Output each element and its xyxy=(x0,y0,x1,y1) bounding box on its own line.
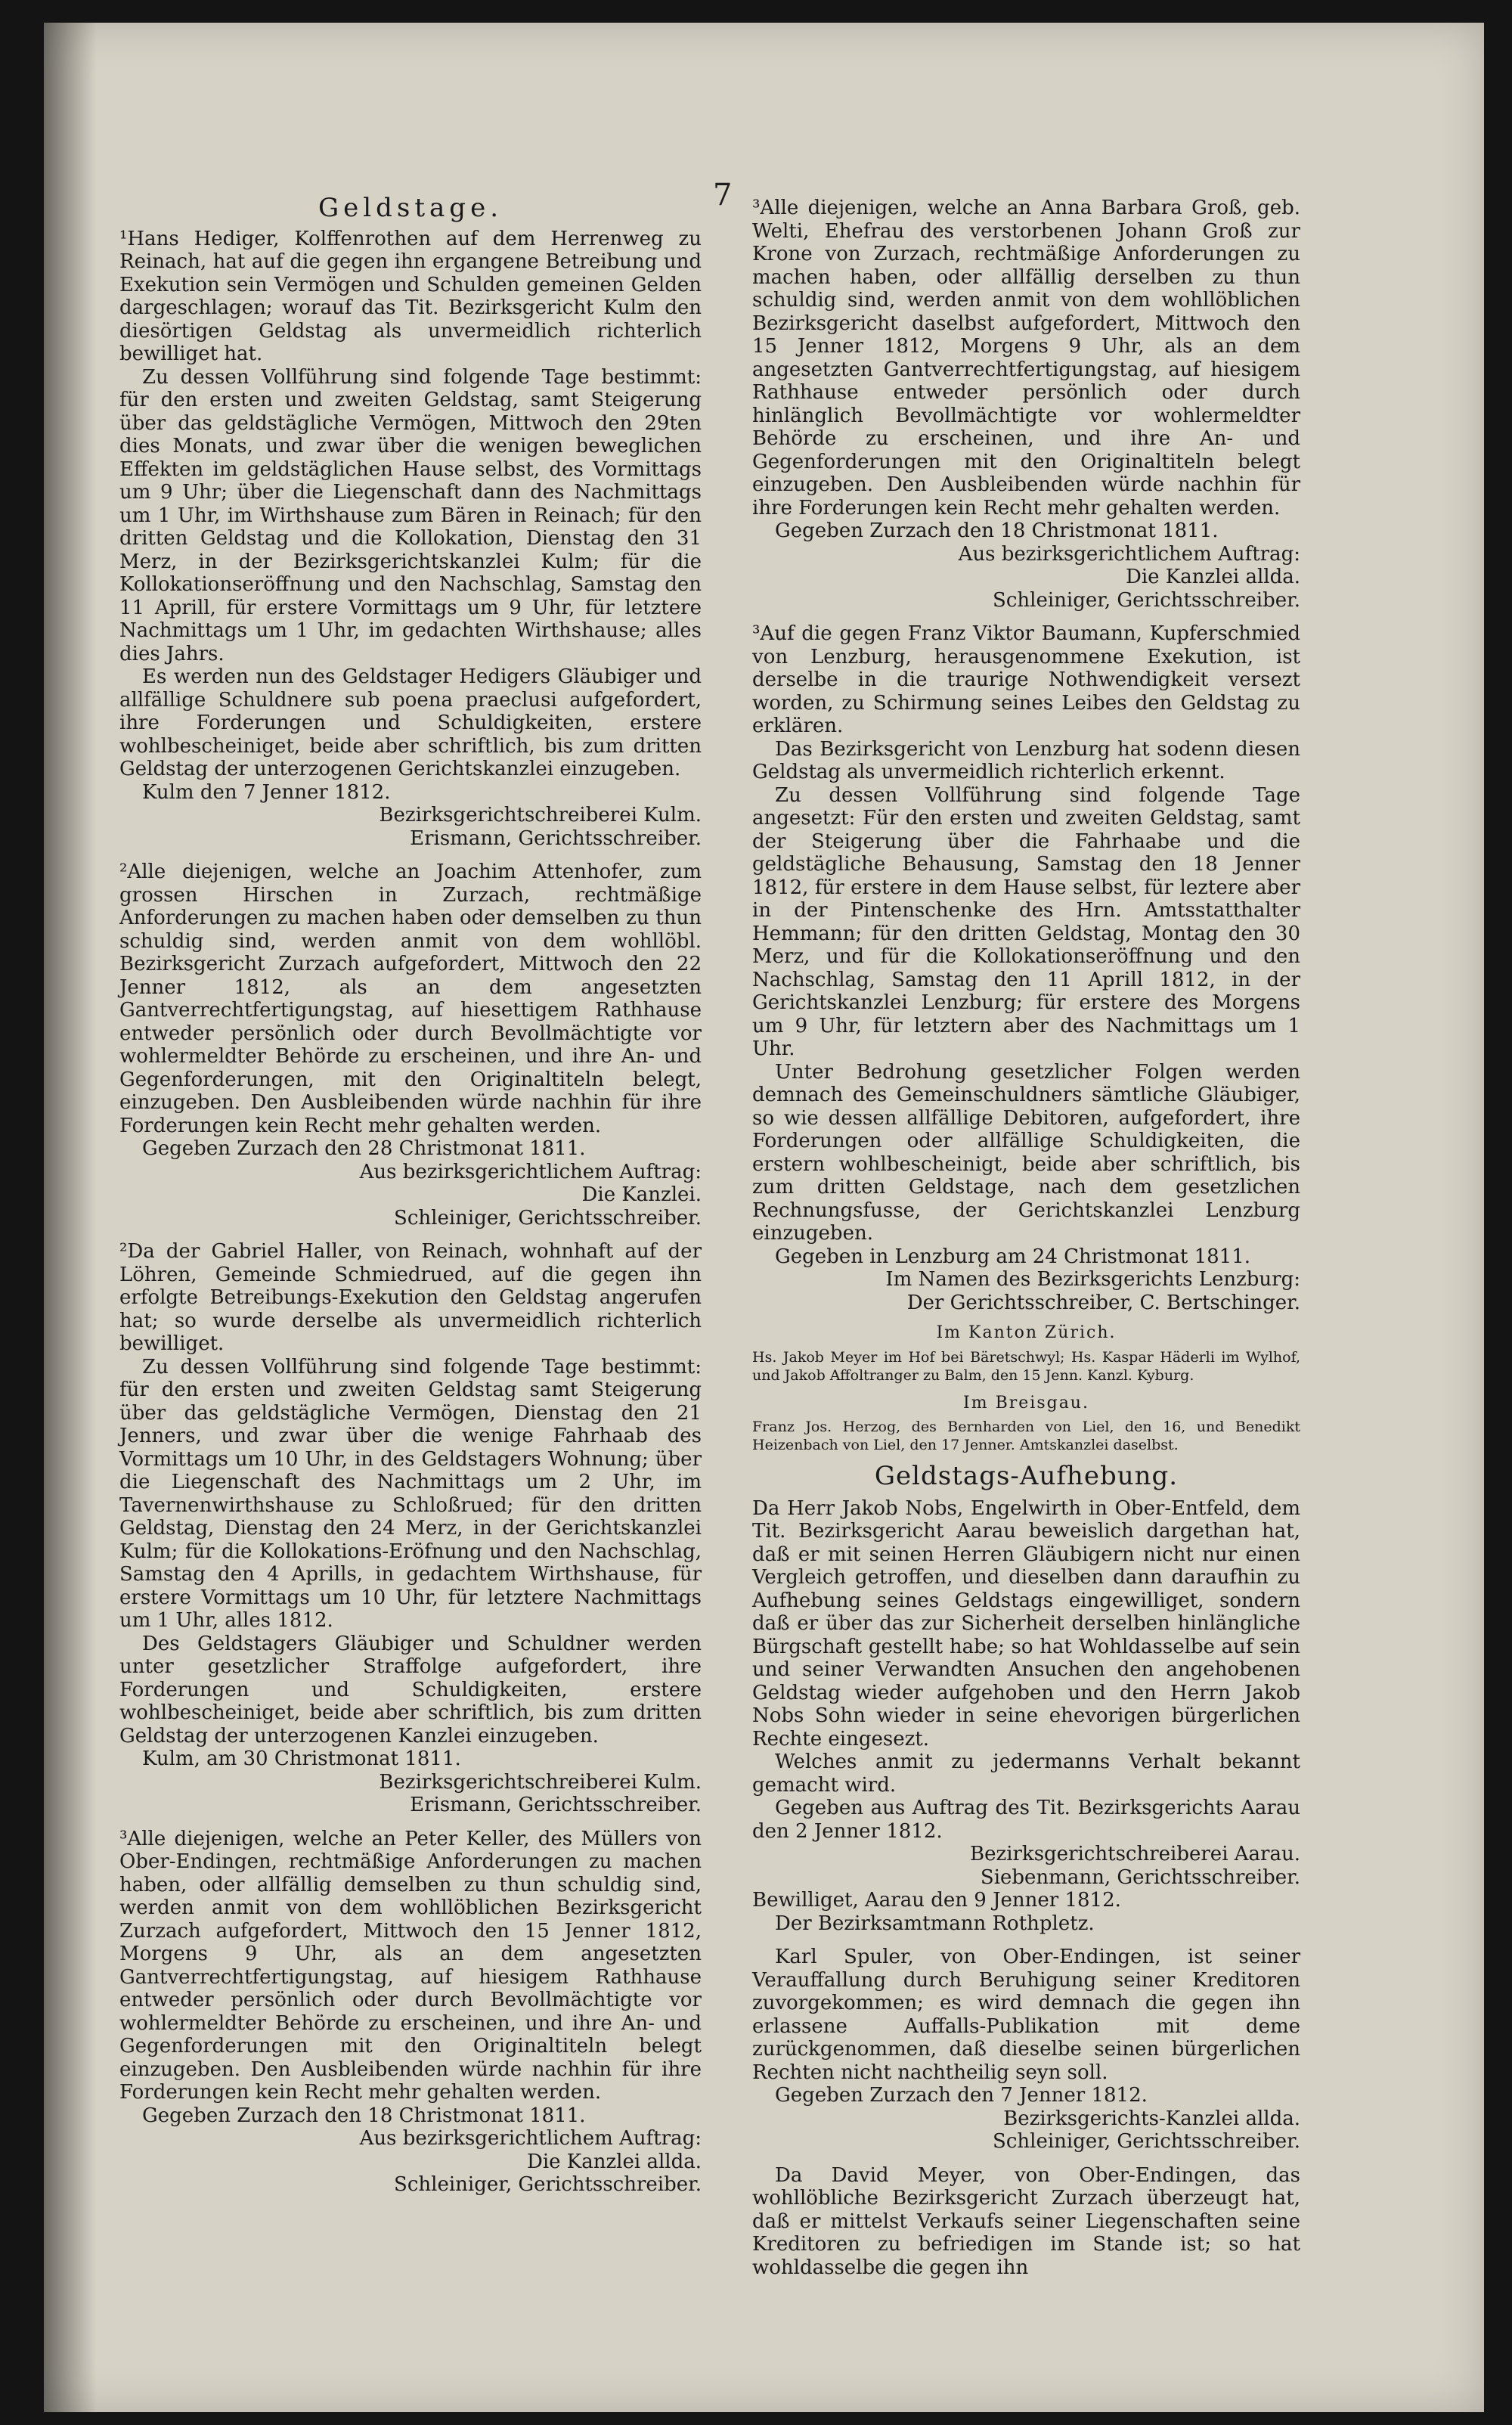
notice-7-p2: Welches anmit zu jedermanns Verhalt bekannt gemacht wird. xyxy=(752,1751,1300,1797)
notice-3-p1: ²Da der Gabriel Haller, von Reinach, wohnhaft auf der Löhren, Gemeinde Schmiedrued, auf die gegen ihn erfolgte Betreibungs-Exekution den Geldstag angerufen hat; so wurde derselbe als unvermeidlich richterlich bewilliget. xyxy=(119,1240,702,1355)
notice-7-sig2: Siebenmann, Gerichtsschreiber. xyxy=(980,1865,1300,1889)
notice-1-sig1: Bezirksgerichtschreiberei Kulm. xyxy=(379,804,702,826)
notice-5-sig1: Aus bezirksgerichtlichem Auftrag: xyxy=(958,542,1300,566)
notice-5-sig3: Schleiniger, Gerichtsschreiber. xyxy=(993,588,1300,612)
notice-1-p2: Zu dessen Vollführung sind folgende Tage bestimmt: für den ersten und zweiten Geldstag, samt Steigerung über das geldstägliche Vermögen, Mittwoch den 29ten dies Monats, und zwar über die wenigen beweglichen Effekten im geldstäglichen Hause selbst, des Vormittags um 9 Uhr; über die Liegenschaft dann des Nachmittags um 1 Uhr, im Wirthshause zum Bären in Reinach; für den dritten Geldstag und die Kollokation, Dienstag den 31 Merz, in der Bezirksgerichtskanzlei Kulm; für die Kollokationseröffnung und den Nachschlag, Samstag den 11 Aprill, für erstere Vormittags um 9 Uhr, für letztere Nachmittags um 1 Uhr, im gedachten Wirthshause; alles dies Jahrs. xyxy=(119,365,702,665)
notice-7-p3: Gegeben aus Auftrag des Tit. Bezirksgerichts Aarau den 2 Jenner 1812. xyxy=(752,1797,1300,1843)
section-heading-geldstags-aufhebung: Geldstags-Aufhebung. xyxy=(874,1461,1179,1491)
notice-6-p4: Unter Bedrohung gesetzlicher Folgen werden demnach des Gemeinschuldners sämtliche Gläubiger, so wie dessen allfällige Debitoren, aufgefordert, ihre Forderungen oder allfällige Schuldigkeiten, die erstern wohlbescheinigt, beide aber schriftlich, bis zum dritten Geldstage, nach dem gesetzlichen Rechnungsfusse, der Gerichtskanzlei Lenzburg einzugeben. xyxy=(752,1060,1300,1245)
notice-6-sig2: Der Gerichtsschreiber, C. Bertschinger. xyxy=(906,1291,1300,1314)
notice-5-p1: ³Alle diejenigen, welche an Anna Barbara Groß, geb. Welti, Ehefrau des verstorbenen Johann Groß zur Krone von Zurzach, rechtmäßige Anforderungen zu machen haben, oder allfällig derselben zu thun schuldig sind, werden anmit von dem wohllöblichen Bezirksgericht daselbst aufgefordert, Mittwoch den 15 Jenner 1812, Morgens 9 Uhr, als an dem angesetzten Gantverrechtfertigungstag, auf hiesigem Rathhause entweder persönlich oder durch hinlänglich Bevollmächtigte vor wohlermeldter Behörde zu erscheinen, und ihre An- und Gegenforderungen mit den Originaltiteln belegt einzugeben. Den Ausbleibenden würde nachhin für ihre Forderungen kein Recht mehr gehalten werden. xyxy=(752,197,1300,519)
notice-8-sig1: Bezirksgerichts-Kanzlei allda. xyxy=(1003,2107,1300,2130)
notice-7-p5: Der Bezirksamtmann Rothpletz. xyxy=(775,1912,1095,1935)
notice-4-sig3: Schleiniger, Gerichtsschreiber. xyxy=(394,2173,702,2196)
notice-8-sig2: Schleiniger, Gerichtsschreiber. xyxy=(993,2130,1300,2153)
notice-5-date: Gegeben Zurzach den 18 Christmonat 1811. xyxy=(775,519,1219,542)
notice-2-sig3: Schleiniger, Gerichtsschreiber. xyxy=(394,1206,702,1230)
notice-6-p1: ³Auf die gegen Franz Viktor Baumann, Kupferschmied von Lenzburg, herausgenommene Exekution, ist derselbe in die traurige Nothwendigkeit versezt worden, zu Schirmung seines Leibes den Geldstag zu erklären. xyxy=(752,622,1300,737)
notice-9-p1: Da David Meyer, von Ober-Endingen, das wohllöbliche Bezirksgericht Zurzach überzeugt hat, daß er mittelst Verkaufs seiner Liegenschaften seine Kreditoren zu befriedigen im Stande ist; so hat wohldasselbe die gegen ihn xyxy=(752,2163,1300,2279)
notice-2-date: Gegeben Zurzach den 28 Christmonat 1811. xyxy=(142,1137,586,1160)
binding-shadow xyxy=(44,23,97,2412)
notice-6-p3: Zu dessen Vollführung sind folgende Tage angesetzt: Für den ersten und zweiten Geldstag, samt der Steigerung über die Fahrhaabe und die geldstägliche Behausung, Samstag den 18 Jenner 1812, für erstere in dem Hause selbst, für leztere aber in der Pintenschenke des Hrn. Amtsstatthalter Hemmann; für den dritten Geldstag, Montag den 30 Merz, und für die Kollokationseröffnung und den Nachschlag, Samstag den 11 Aprill 1812, in der Gerichtskanzlei Lenzburg; für erstere des Morgens um 9 Uhr, für letztern aber des Nachmittags um 1 Uhr. xyxy=(752,783,1300,1060)
notice-3-p3: Des Geldstagers Gläubiger und Schuldner werden unter gesetzlicher Straffolge aufgefordert, ihre Forderungen und Schuldigkeiten, erstere wohlbescheiniget, beide aber schriftlich, bis zum dritten Geldstag der unterzogenen Kanzlei einzugeben. xyxy=(119,1632,702,1747)
notice-1-date: Kulm den 7 Jenner 1812. xyxy=(142,780,391,804)
section-heading-geldstage: Geldstage. xyxy=(318,193,503,223)
notice-4-p1: ³Alle diejenigen, welche an Peter Keller, des Müllers von Ober-Endingen, rechtmäßige Anforderungen zu machen haben, oder allfällig demselben zu thun schuldig sind, werden anmit von dem wohllöblichen Bezirksgericht Zurzach aufgefordert, Mittwoch den 15 Jenner 1812, Morgens 9 Uhr, als an dem angesetzten Gantverrechtfertigungstag, auf hiesigem Rathhause entweder persönlich oder durch Bevollmächtigte vor wohlermeldter Behörde zu erscheinen, und ihre An- und Gegenforderungen mit den Originaltiteln belegt einzugeben. Den Ausbleibenden würde nachhin für ihre Forderungen kein Recht mehr gehalten werden. xyxy=(119,1827,702,2104)
notice-7-p4: Bewilliget, Aarau den 9 Jenner 1812. xyxy=(752,1889,1121,1912)
notice-1-sig2: Erismann, Gerichtsschreiber. xyxy=(410,826,702,850)
notice-8-date: Gegeben Zurzach den 7 Jenner 1812. xyxy=(775,2084,1148,2107)
notice-1-p1: ¹Hans Hediger, Kolffenrothen auf dem Herrenweg zu Reinach, hat auf die gegen ihn ergangene Betreibung und Exekution sein Vermögen und Schulden gemeinen Gelden dargeschlagen; worauf das Tit. Bezirksgericht Kulm den diesörtigen Geldstag als unvermeidlich richterlich bewilliget hat. xyxy=(119,227,702,365)
notice-1-p3: Es werden nun des Geldstager Hedigers Gläubiger und allfällige Schuldnere sub poena praeclusi aufgefordert, ihre Forderungen und Schuldigkeiten, erstere wohlbescheiniget, beide aber schriftlich, bis zum dritten Geldstag der unterzogenen Gerichtskanzlei einzugeben. xyxy=(119,665,702,780)
notice-5-sig2: Die Kanzlei allda. xyxy=(1125,566,1300,588)
notice-6-sig1: Im Namen des Bezirksgerichts Lenzburg: xyxy=(885,1268,1300,1291)
notice-6-date: Gegeben in Lenzburg am 24 Christmonat 1811. xyxy=(775,1245,1251,1268)
notice-4-date: Gegeben Zurzach den 18 Christmonat 1811. xyxy=(142,2104,586,2127)
notice-4-sig2: Die Kanzlei allda. xyxy=(526,2150,702,2173)
left-column xyxy=(119,193,702,2197)
notice-4-sig1: Aus bezirksgerichtlichem Auftrag: xyxy=(359,2127,702,2150)
notice-2-sig1: Aus bezirksgerichtlichem Auftrag: xyxy=(359,1160,702,1183)
right-column xyxy=(752,197,1300,2279)
notice-6-p2: Das Bezirksgericht von Lenzburg hat sodenn diesen Geldstag als unvermeidlich richterlich erkennt. xyxy=(752,737,1300,783)
notice-3-sig1: Bezirksgerichtschreiberei Kulm. xyxy=(379,1770,702,1794)
kanton-zurich-text: Hs. Jakob Meyer im Hof bei Bäretschwyl; Hs. Kaspar Häderli im Wylhof, und Jakob Affoltranger zu Balm, den 15 Jenn. Kanzl. Kyburg. xyxy=(752,1348,1300,1384)
breisgau-text: Franz Jos. Herzog, des Bernharden von Liel, den 16, und Benedikt Heizenbach von Liel, den 17 Jenner. Amtskanzlei daselbst. xyxy=(752,1419,1300,1453)
notice-3-sig2: Erismann, Gerichtsschreiber. xyxy=(410,1794,702,1816)
page-number: 7 xyxy=(713,178,733,212)
notice-7-sig1: Bezirksgerichtschreiberei Aarau. xyxy=(970,1843,1300,1865)
kanton-zurich-heading: Im Kanton Zürich. xyxy=(936,1323,1117,1342)
breisgau-heading: Im Breisgau. xyxy=(963,1393,1089,1413)
notice-7-p1: Da Herr Jakob Nobs, Engelwirth in Ober-Entfeld, dem Tit. Bezirksgericht Aarau beweislich dargethan hat, daß er mit seinen Herren Gläubigern nicht nur einen Vergleich getroffen, und dieselben dann daraufhin zu Aufhebung seines Geldstags eingewilliget, sondern daß er über das zur Sicherheit derselben hinlängliche Bürgschaft gestellt habe; so hat Wohldasselbe auf sein und seiner Verwandten Ansuchen den angehobenen Geldstag wieder aufgehoben und den Herrn Jakob Nobs Sohn wieder in seine ehevorigen bürgerlichen Rechte eingesezt. xyxy=(752,1496,1300,1751)
notice-3-date: Kulm, am 30 Christmonat 1811. xyxy=(142,1747,461,1770)
notice-3-p2: Zu dessen Vollführung sind folgende Tage bestimmt: für den ersten und zweiten Geldstag samt Steigerung über das geldstägliche Vermögen, Dienstag den 21 Jenners, und zwar über die wenige Fahrhaab des Vormittags um 10 Uhr, in des Geldstagers Wohnung; über die Liegenschaft des Nachmittags um 2 Uhr, im Tavernenwirthshause zu Schloßrued; für den dritten Geldstag, Dienstag den 24 Merz, in der Gerichtskanzlei Kulm; für die Kollokations-Eröfnung und den Nachschlag, Samstag den 4 Aprills, in gedachtem Wirthshause, für erstere Vormittags um 10 Uhr, für letztere Nachmittags um 1 Uhr, alles 1812. xyxy=(119,1355,702,1632)
notice-2-p1: ²Alle diejenigen, welche an Joachim Attenhofer, zum grossen Hirschen in Zurzach, rechtmäßige Anforderungen zu machen haben oder demselben zu thun schuldig sind, werden anmit von dem wohllöbl. Bezirksgericht Zurzach aufgefordert, Mittwoch den 22 Jenner 1812, als an dem angesetzten Gantverrechtfertigungstag, auf hiesettigem Rathhause entweder persönlich oder durch Bevollmächtigte vor wohlermeldter Behörde zu erscheinen, und ihre An- und Gegenforderungen, mit den Originaltiteln belegt, einzugeben. Den Ausbleibenden würde nachhin für ihre Forderungen kein Recht mehr gehalten werden. xyxy=(119,861,702,1137)
notice-8-p1: Karl Spuler, von Ober-Endingen, ist seiner Verauffallung durch Beruhigung seiner Kreditoren zuvorgekommen; es wird demnach die gegen ihn erlassene Auffalls-Publikation mit deme zurückgenommen, daß dieselbe seinen bürgerlichen Rechten nicht nachtheilig seyn soll. xyxy=(752,1946,1300,2084)
notice-2-sig2: Die Kanzlei. xyxy=(581,1183,702,1206)
